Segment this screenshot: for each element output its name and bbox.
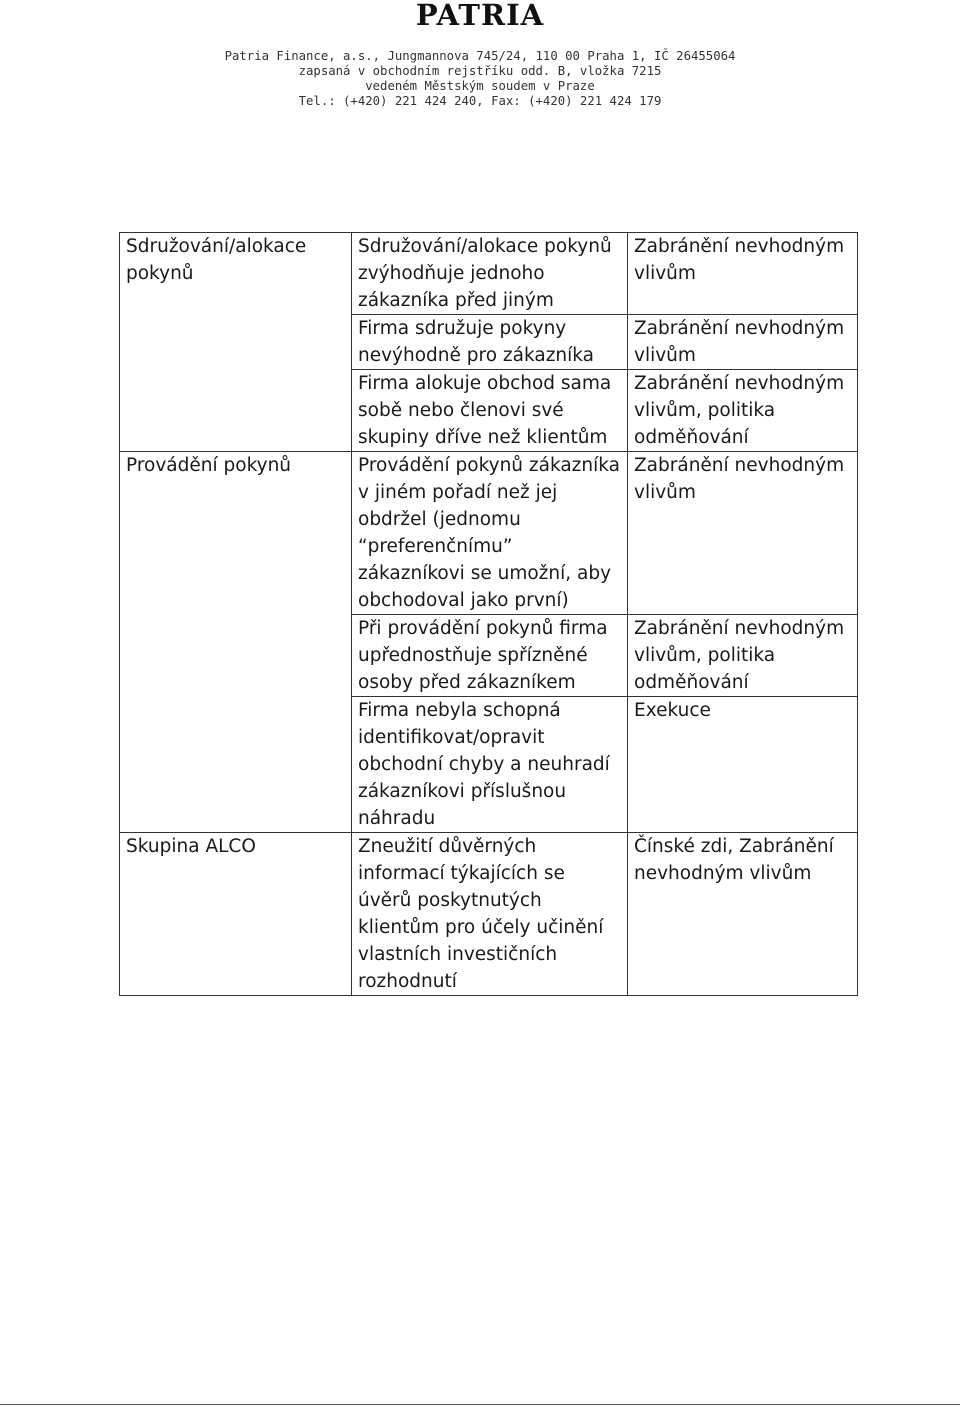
table-row [120, 233, 858, 315]
table-row [120, 833, 858, 996]
description-cell: Zneužití důvěrných informací týkajících se úvěrů poskytnutých klientům pro účely učinění vlastních investičních rozhodnutí [352, 833, 628, 996]
company-info [0, 49, 960, 109]
company-info-line: Patria Finance, a.s., Jungmannova 745/24, 110 00 Praha 1, IČ 26455064 [224, 49, 736, 63]
description-cell: Firma alokuje obchod sama sobě nebo členovi své skupiny dříve než klientům [352, 370, 628, 452]
company-info-line: vedeném Městským soudem v Praze [365, 79, 595, 93]
description-cell: Firma sdružuje pokyny nevýhodně pro zákazníka [352, 315, 628, 370]
table-row [120, 697, 858, 833]
company-info-line: Tel.: (+420) 221 424 240, Fax: (+420) 221 424 179 [298, 94, 662, 108]
table-row [120, 315, 858, 370]
description-cell: Sdružování/alokace pokynů zvýhodňuje jednoho zákazníka před jiným [352, 233, 628, 315]
company-logo: PATRIA [415, 0, 545, 32]
category-cell: Provádění pokynů [120, 452, 352, 615]
description-cell: Při provádění pokynů firma upřednostňuje spřízněné osoby před zákazníkem [352, 615, 628, 697]
measure-cell: Zabránění nevhodným vlivům [628, 233, 858, 315]
conflict-of-interest-table [119, 232, 858, 996]
table-row [120, 452, 858, 615]
category-cell: Sdružování/alokace pokynů [120, 233, 352, 315]
measure-cell: Zabránění nevhodným vlivům, politika odměňování [628, 615, 858, 697]
measure-cell: Exekuce [628, 697, 858, 833]
description-cell: Firma nebyla schopná identifikovat/opravit obchodní chyby a neuhradí zákazníkovi příslušnou náhradu [352, 697, 628, 833]
measure-cell: Zabránění nevhodným vlivům [628, 315, 858, 370]
company-info-line: zapsaná v obchodním rejstříku odd. B, vložka 7215 [298, 64, 662, 78]
table-row [120, 615, 858, 697]
measure-cell: Čínské zdi, Zabránění nevhodným vlivům [628, 833, 858, 996]
category-cell: Skupina ALCO [120, 833, 352, 996]
table-row [120, 370, 858, 452]
page-bottom-rule [0, 1404, 960, 1405]
measure-cell: Zabránění nevhodným vlivům [628, 452, 858, 615]
category-cell [120, 615, 352, 697]
measure-cell: Zabránění nevhodným vlivům, politika odměňování [628, 370, 858, 452]
description-cell: Provádění pokynů zákazníka v jiném pořadí než jej obdržel (jednomu “preferenčnímu” zákazníkovi se umožní, aby obchodoval jako první) [352, 452, 628, 615]
category-cell [120, 315, 352, 370]
category-cell [120, 370, 352, 452]
category-cell [120, 697, 352, 833]
